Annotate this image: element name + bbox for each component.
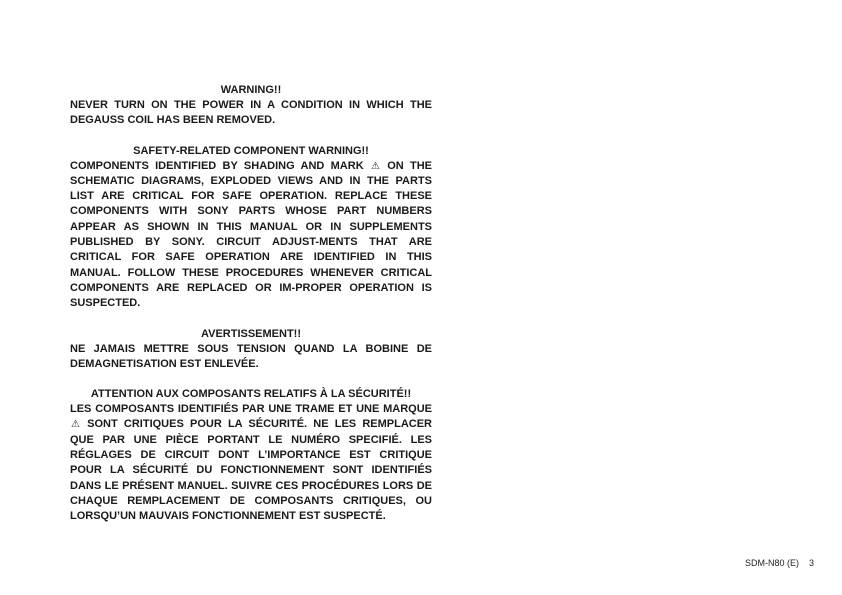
safety-text-en-part2: ON THE SCHEMATIC DIAGRAMS, EXPLODED VIEWS AND IN THE PARTS LIST ARE CRITICAL FOR SAFE OPERATION. REPLACE THESE COMPONENTS WITH SONY PARTS WHOSE PART NUMBERS APPEAR AS SHOWN IN THIS MANUAL OR IN SUPPLEMENTS PUBLISHED BY SONY. CIRCUIT ADJUST-MENTS THAT ARE CRITICAL FOR SAFE OPERATION ARE IDENTIFIED IN THIS MANUAL. FOLLOW THESE PROCEDURES WHENEVER CRITICAL COMPONENTS ARE REPLACED OR IM-PROPER OPERATION IS SUSPECTED. bbox=[70, 159, 432, 310]
warning-heading-fr: AVERTISSEMENT!! bbox=[200, 327, 302, 340]
safety-heading-fr: ATTENTION AUX COMPOSANTS RELATIFS À LA SÉCURITÉ!! bbox=[90, 388, 412, 401]
warning-text-en: NEVER TURN ON THE POWER IN A CONDITION IN WHICH THE DEGAUSS COIL HAS BEEN REMOVED. bbox=[70, 99, 432, 127]
caution-triangle-icon: ⚠ bbox=[71, 419, 80, 431]
safety-text-fr bbox=[70, 402, 432, 524]
safety-text-en-part1: COMPONENTS IDENTIFIED BY SHADING AND MARK bbox=[70, 159, 370, 172]
warning-section-en bbox=[70, 83, 432, 129]
safety-heading-en: SAFETY-RELATED COMPONENT WARNING!! bbox=[133, 144, 369, 157]
warning-text-fr: NE JAMAIS METTRE SOUS TENSION QUAND LA BOBINE DE DEMAGNETISATION EST ENLEVÉE. bbox=[70, 342, 432, 370]
section-spacer bbox=[70, 372, 432, 387]
warnings-column bbox=[70, 83, 432, 525]
caution-triangle-icon: ⚠ bbox=[370, 160, 380, 172]
safety-text-fr-part1: LES COMPOSANTS IDENTIFIÉS PAR UNE TRAME ET UNE MARQUE bbox=[70, 403, 432, 416]
safety-text-fr-part2: SONT CRITIQUES POUR LA SÉCURITÉ. NE LES REMPLACER QUE PAR UNE PIÈCE PORTANT LE NUMÉRO SPECIFIÉ. LES RÉGLAGES DE CIRCUIT DONT L’IMPORTANCE EST CRITIQUE POUR LA SÉCURITÉ DU FONCTIONNEMENT SONT IDENTIFIÉS DANS LE PRÉSENT MANUEL. SUIVRE CES PROCÉDURES LORS DE CHAQUE REMPLACEMENT DE COMPOSANTS CRITIQUES, OU LORSQU’UN MAUVAIS FONCTIONNEMENT EST SUSPECTÉ. bbox=[70, 418, 432, 523]
section-spacer bbox=[70, 312, 432, 327]
model-number: SDM-N80 (E) bbox=[744, 558, 799, 568]
safety-section-fr bbox=[70, 387, 432, 524]
safety-section-en bbox=[70, 144, 432, 312]
safety-text-en bbox=[70, 159, 432, 312]
warning-heading-en: WARNING!! bbox=[220, 84, 282, 96]
section-spacer bbox=[70, 129, 432, 144]
warning-section-fr bbox=[70, 327, 432, 373]
page-footer bbox=[745, 558, 814, 569]
page-number: 3 bbox=[808, 558, 814, 568]
